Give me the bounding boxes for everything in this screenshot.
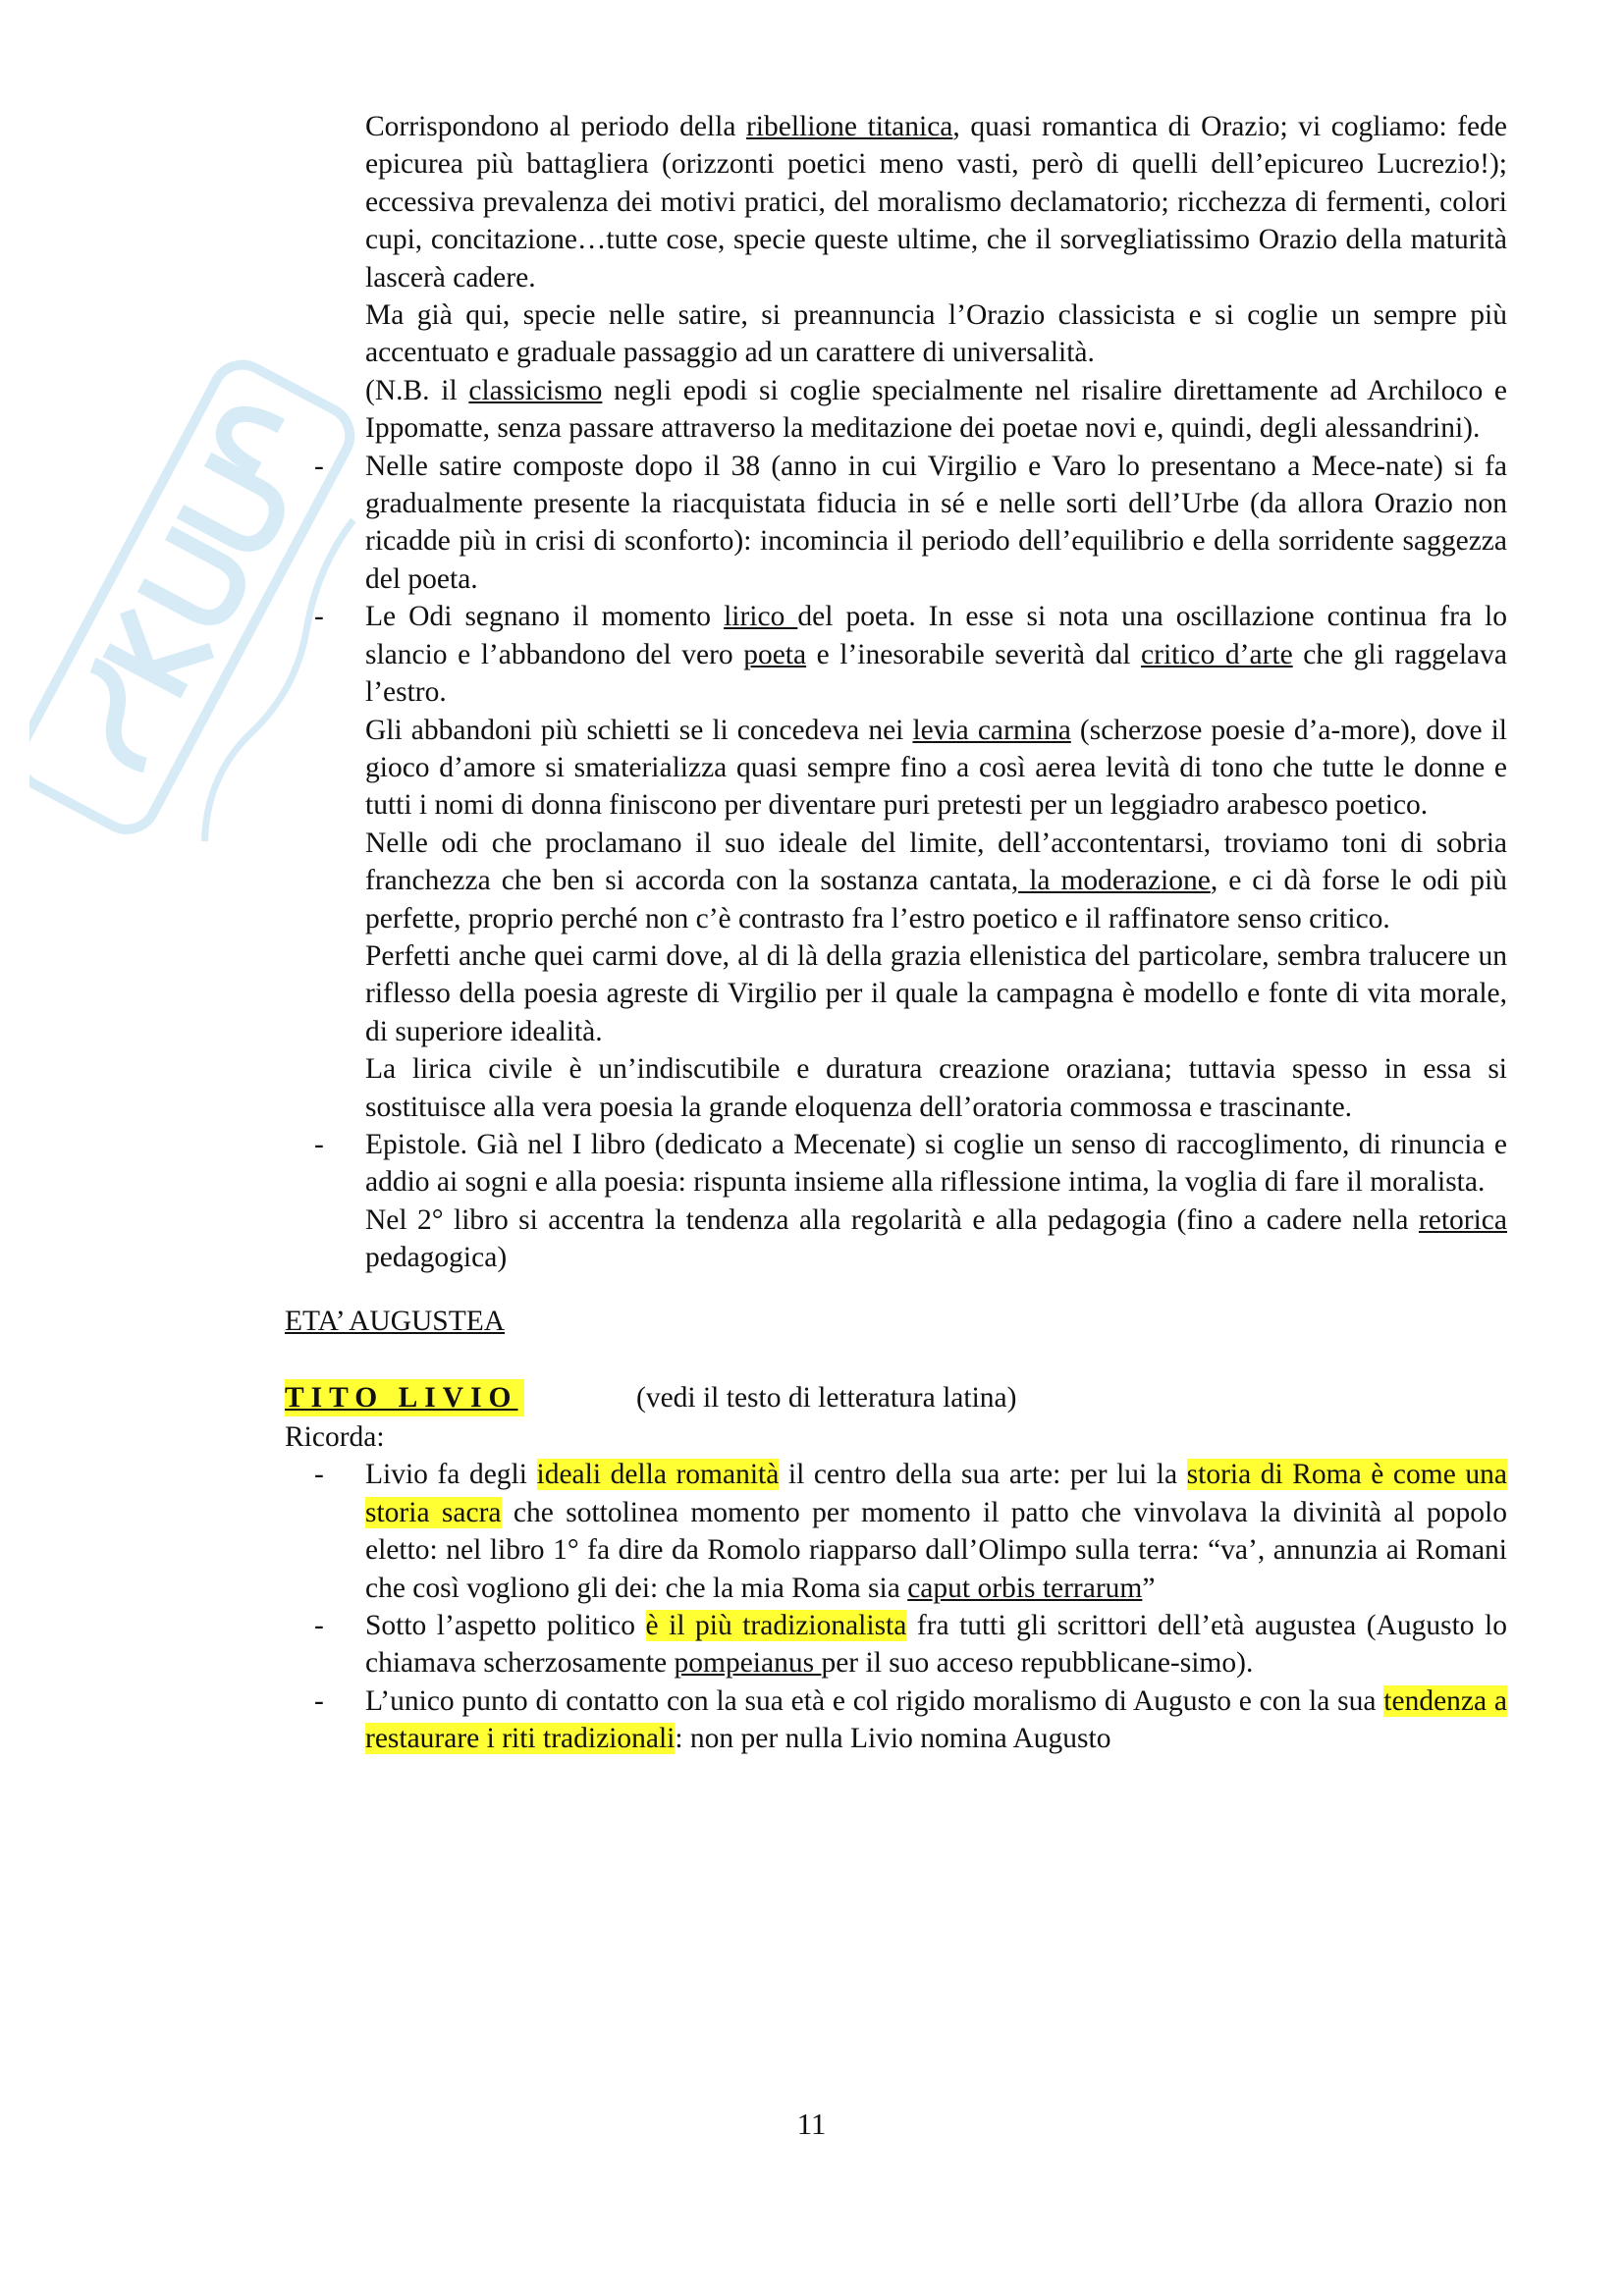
bullet-dash	[314, 598, 324, 635]
text-run: Perfetti anche quei carmi dove, al di là della grazia ellenistica del particolare, sembra tralucere un riflesso della poesia agreste di Virgilio per il quale la campagna è modello e fonte di vita morale, di superiore idealità.	[365, 939, 1507, 1047]
paragraph	[285, 372, 1507, 448]
text-run: Nelle satire composte dopo il 38 (anno in cui Virgilio e Varo lo presentano a Mece-nate) si fa gradualmente presente la riacquistata fiducia in sé e nelle sorti dell’Urbe (da allora Orazio non ricadde più in crisi di sconforto): incomincia il periodo dell’equilibrio e della sorridente saggezza del poeta.	[365, 450, 1507, 595]
bullet-dash	[314, 1456, 324, 1493]
paragraph	[285, 108, 1507, 296]
ricorda-label: Ricorda:	[285, 1421, 385, 1453]
text-run: , quasi romantica di Orazio; vi cogliamo: fede epicurea più battagliera (orizzonti poetici meno vasti, però di quelli dell’epicureo Lucrezio!); eccessiva prevalenza dei motivi pratici, del moralismo declamatorio; ricchezza di fermenti, colori cupi, concitazione…tutte cose, specie queste ultime, che il sorvegliatissimo Orazio della maturità lascerà cadere.	[365, 111, 1507, 294]
bullet-dash	[314, 1126, 324, 1163]
bullet-dash	[314, 1607, 324, 1644]
text-run: negli epodi si coglie specialmente nel risalire direttamente ad Archiloco e Ippomatte, senza passare attraverso la meditazione dei poetae novi e, quindi, degli alessandrini).	[365, 374, 1507, 445]
underlined-text: , la moderazione	[1010, 865, 1211, 897]
paragraph	[285, 1201, 1507, 1277]
text-run: Epistole. Già nel I libro (dedicato a Mecenate) si coglie un senso di raccoglimento, di rinuncia e addio ai sogni e alla poesia: rispunta insieme alla riflessione intima, la voglia di fare il moralista.	[365, 1128, 1507, 1199]
text-run: Nel 2° libro si accentra la tendenza alla regolarità e alla pedagogia (fino a cadere nella	[365, 1203, 1419, 1236]
bullet-paragraph	[285, 1456, 1507, 1607]
text-run: La lirica civile è un’indiscutibile e duratura creazione oraziana; tuttavia spesso in essa si sostituisce alla vera poesia la grande eloquenza dell’oratoria commossa e trascinante.	[365, 1053, 1507, 1123]
underlined-text: levia carmina	[912, 714, 1071, 746]
text-run: Le Odi segnano il momento	[365, 601, 725, 633]
livio-paragraphs	[285, 1456, 1507, 1757]
bullet-paragraph	[285, 1607, 1507, 1682]
section-title: ETA’ AUGUSTEA	[285, 1305, 506, 1337]
text-run: che gli raggelava l’estro.	[365, 638, 1507, 709]
text-run: e l’inesorabile severità dal	[806, 638, 1142, 670]
paragraph	[285, 937, 1507, 1050]
page-number: 11	[796, 2107, 827, 2141]
highlighted-text: ideali della romanità	[536, 1459, 780, 1491]
text-run: Livio fa degli	[365, 1459, 537, 1491]
underlined-text: classicismo	[468, 374, 603, 406]
text-run: (scherzose poesie d’a-more), dove il gioco d’amore si smaterializza quasi sempre fino a così aerea levità di tono che tutte le donne e tutti i nomi di donna finiscono per diventare puri pretesti per un leggiadro arabesco poetico.	[365, 714, 1508, 822]
bullet-dash	[314, 1682, 324, 1720]
underlined-text: pompeianus	[674, 1647, 822, 1680]
orazio-paragraphs	[285, 108, 1507, 1277]
text-run: Sotto l’aspetto politico	[365, 1610, 646, 1642]
bullet-paragraph	[285, 1126, 1507, 1201]
text-run: il centro della sua arte: per lui la	[779, 1459, 1187, 1491]
text-run: ”	[1142, 1572, 1156, 1604]
paragraph	[285, 712, 1507, 825]
bullet-dash	[314, 448, 324, 485]
underlined-text: ribellione titanica	[745, 111, 953, 142]
underlined-text: lirico	[724, 601, 798, 633]
bullet-paragraph	[285, 1682, 1507, 1758]
text-run: Gli abbandoni più schietti se li concedeva nei	[365, 714, 913, 746]
bullet-paragraph	[285, 598, 1507, 711]
underlined-text: critico d’arte	[1141, 638, 1293, 670]
paragraph	[285, 296, 1507, 372]
text-run: Nelle odi che proclamano il suo ideale del limite, dell’accontentarsi, troviamo toni di sobria franchezza che ben si accorda con la sostanza cantata	[365, 827, 1507, 897]
text-run: , e ci dà forse le odi più perfette, proprio perché non c’è contrasto fra l’estro poetico e il raffinatore senso critico.	[365, 865, 1507, 934]
highlighted-text: è il più tradizionalista	[645, 1610, 907, 1642]
text-run: Corrispondono al periodo della	[365, 111, 746, 142]
tito-livio-note: (vedi il testo di letteratura latina)	[636, 1382, 1017, 1414]
text-run: (N.B. il	[365, 374, 469, 406]
text-run: : non per nulla Livio nomina Augusto	[675, 1723, 1111, 1755]
text-run: per il suo acceso repubblicane-simo).	[821, 1647, 1254, 1680]
paragraph	[285, 825, 1507, 937]
text-run: del poeta. In esse si nota una oscillazione continua fra lo slancio e l’abbandono del vero	[365, 601, 1507, 670]
bullet-paragraph	[285, 448, 1507, 599]
text-run: pedagogica)	[365, 1242, 508, 1274]
tito-livio-heading-row	[285, 1379, 1507, 1418]
text-run: che sottolinea momento per momento il patto che vinvolava la divinità al popolo eletto: nel libro 1° fa dire da Romolo riapparso dall’Olimpo sulla terra: “va’, annunzia ai Romani che così vogliono gli dei: che la mia Roma sia	[365, 1496, 1508, 1604]
paragraph	[285, 1050, 1507, 1126]
document-body	[285, 108, 1507, 1758]
underlined-text: caput orbis terrarum	[907, 1572, 1143, 1604]
tito-livio-heading: TITO LIVIO	[285, 1379, 524, 1416]
text-run: Ma già qui, specie nelle satire, si preannuncia l’Orazio classicista e si coglie un sempre più accentuato e graduale passaggio ad un carattere di universalità.	[365, 299, 1507, 369]
text-run: fra tutti gli scrittori dell’età augustea (Augusto lo chiamava scherzosamente	[365, 1610, 1507, 1680]
highlighted-text: tendenza a restaurare i riti tradizionali	[365, 1684, 1507, 1755]
underlined-text: poeta	[743, 638, 807, 670]
highlighted-text: storia di Roma è come una storia sacra	[365, 1459, 1507, 1528]
text-run: L’unico punto di contatto con la sua età e col rigido moralismo di Augusto e con la sua	[365, 1684, 1384, 1717]
underlined-text: retorica	[1418, 1203, 1507, 1236]
